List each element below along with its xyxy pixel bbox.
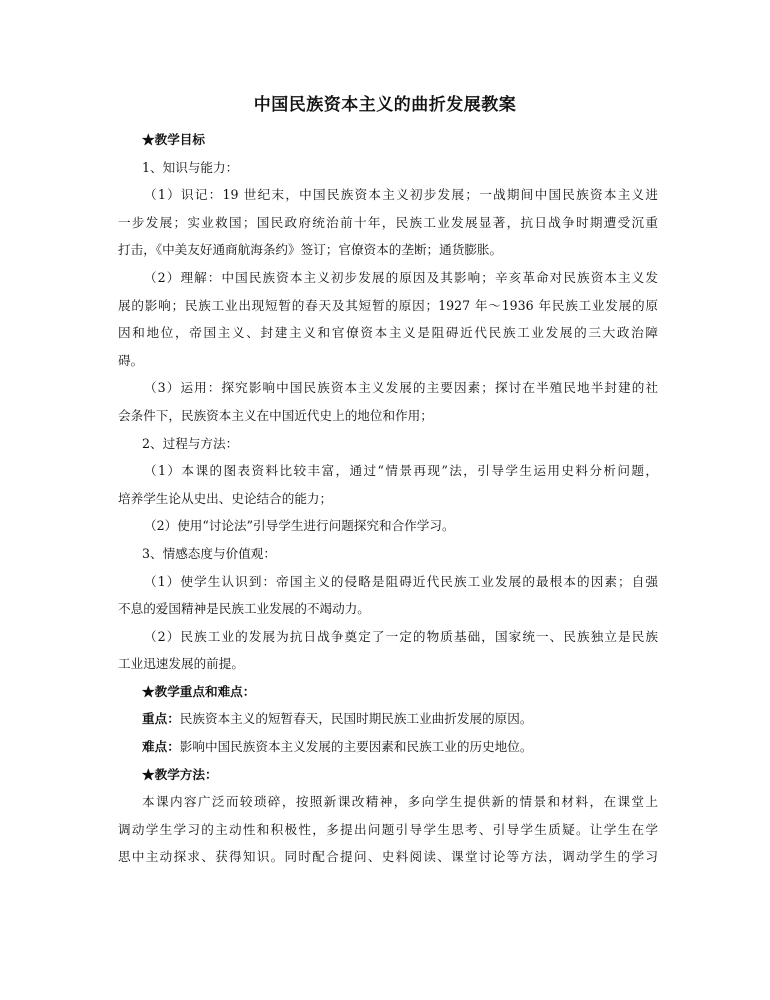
text-line-emotion-heading — [118, 540, 658, 568]
difficulty-label: 难点： — [142, 739, 180, 755]
recall-2-text: 一步发展；实业救国；国民政府统治前十年，民族工业发展显著，抗日战争时期遭受沉重 — [118, 214, 658, 230]
understand-2-text: 展的影响；民族工业出现短暂的春天及其短暂的原因；1927 年～1936 年民族工业发展的原 — [118, 297, 658, 313]
text-line-difficulty — [118, 733, 658, 761]
keypoints-heading-text: ★教学重点和难点： — [142, 683, 256, 699]
text-line-process-1b — [118, 485, 658, 513]
emotion-2b-text: 工业迅速发展的前提。 — [118, 656, 244, 672]
text-line-emotion-1a — [118, 568, 658, 596]
text-line-understand-2 — [118, 292, 658, 320]
keypoint-label: 重点： — [142, 711, 180, 727]
apply-2-text: 会条件下，民族资本主义在中国近代史上的地位和作用； — [118, 407, 433, 423]
text-line-methods-1 — [118, 788, 658, 816]
page-title: 中国民族资本主义的曲折发展教案 — [253, 95, 517, 115]
text-line-knowledge-heading — [118, 154, 658, 182]
text-line-apply-2 — [118, 402, 658, 430]
process-1b-text: 培养学生论从史出、史论结合的能力； — [118, 490, 333, 506]
keypoint-text: 民族资本主义的短暂春天，民国时期民族工业曲折发展的原因。 — [179, 711, 533, 727]
text-line-keypoints-heading — [118, 678, 658, 706]
emotion-1a-text: （1）使学生认识到：帝国主义的侵略是阻碍近代民族工业发展的最根本的因素；自强 — [144, 573, 658, 589]
text-line-methods-2 — [118, 816, 658, 844]
text-line-recall-2 — [118, 209, 658, 237]
emotion-heading-text: 3、情感态度与价值观： — [142, 545, 276, 561]
recall-3-text: 打击，《中美友好通商航海条约》签订；官僚资本的垄断；通货膨胀。 — [118, 242, 503, 258]
understand-4-text: 碍。 — [118, 352, 144, 368]
text-line-process-heading — [118, 430, 658, 458]
understand-1-text: （2）理解：中国民族资本主义初步发展的原因及其影响；辛亥革命对民族资本主义发 — [144, 269, 658, 285]
process-2-text: （2）使用“讨论法”引导学生进行问题探究和合作学习。 — [144, 518, 455, 534]
text-line-objectives-heading — [118, 126, 658, 154]
recall-1-text: （1）识记：19 世纪末，中国民族资本主义初步发展；一战期间中国民族资本主义进 — [144, 187, 658, 203]
methods-2-text: 调动学生学习的主动性和积极性，多提出问题引导学生思考、引导学生质疑。让学生在学 — [118, 821, 658, 837]
difficulty-text: 影响中国民族资本主义发展的主要因素和民族工业的历史地位。 — [179, 739, 533, 755]
text-line-understand-1 — [118, 264, 658, 292]
knowledge-heading-text: 1、知识与能力： — [142, 159, 239, 175]
text-line-understand-4 — [118, 347, 658, 375]
text-line-process-2 — [118, 512, 658, 540]
text-line-emotion-1b — [118, 595, 658, 623]
methods-3-text: 思中主动探求、获得知识。同时配合提问、史料阅读、课堂讨论等方法，调动学生的学习 — [118, 849, 658, 865]
emotion-1b-text: 不息的爱国精神是民族工业发展的不竭动力。 — [118, 601, 370, 617]
document-body — [118, 126, 658, 871]
methods-1-text: 本课内容广泛而较琐碎，按照新课改精神，多向学生提供新的情景和材料，在课堂上 — [142, 794, 658, 810]
text-line-methods-3 — [118, 843, 658, 871]
text-line-keypoint — [118, 705, 658, 733]
text-line-emotion-2a — [118, 623, 658, 651]
text-line-process-1a — [118, 457, 658, 485]
text-line-recall-3 — [118, 236, 658, 264]
apply-1-text: （3）运用：探究影响中国民族资本主义发展的主要因素；探讨在半殖民地半封建的社 — [144, 380, 658, 396]
text-line-methods-heading — [118, 761, 658, 789]
text-line-apply-1 — [118, 374, 658, 402]
understand-3-text: 因和地位，帝国主义、封建主义和官僚资本主义是阻碍近代民族工业发展的三大政治障 — [118, 325, 658, 341]
process-1a-text: （1）本课的图表资料比较丰富，通过“情景再现”法，引导学生运用史料分析问题， — [144, 463, 658, 479]
methods-heading-text: ★教学方法： — [142, 766, 218, 782]
text-line-emotion-2b — [118, 650, 658, 678]
text-line-understand-3 — [118, 319, 658, 347]
process-heading-text: 2、过程与方法： — [142, 435, 239, 451]
objectives-heading-text: ★教学目标 — [142, 132, 205, 147]
emotion-2a-text: （2）民族工业的发展为抗日战争奠定了一定的物质基础，国家统一、民族独立是民族 — [144, 628, 658, 644]
text-line-recall-1 — [118, 181, 658, 209]
